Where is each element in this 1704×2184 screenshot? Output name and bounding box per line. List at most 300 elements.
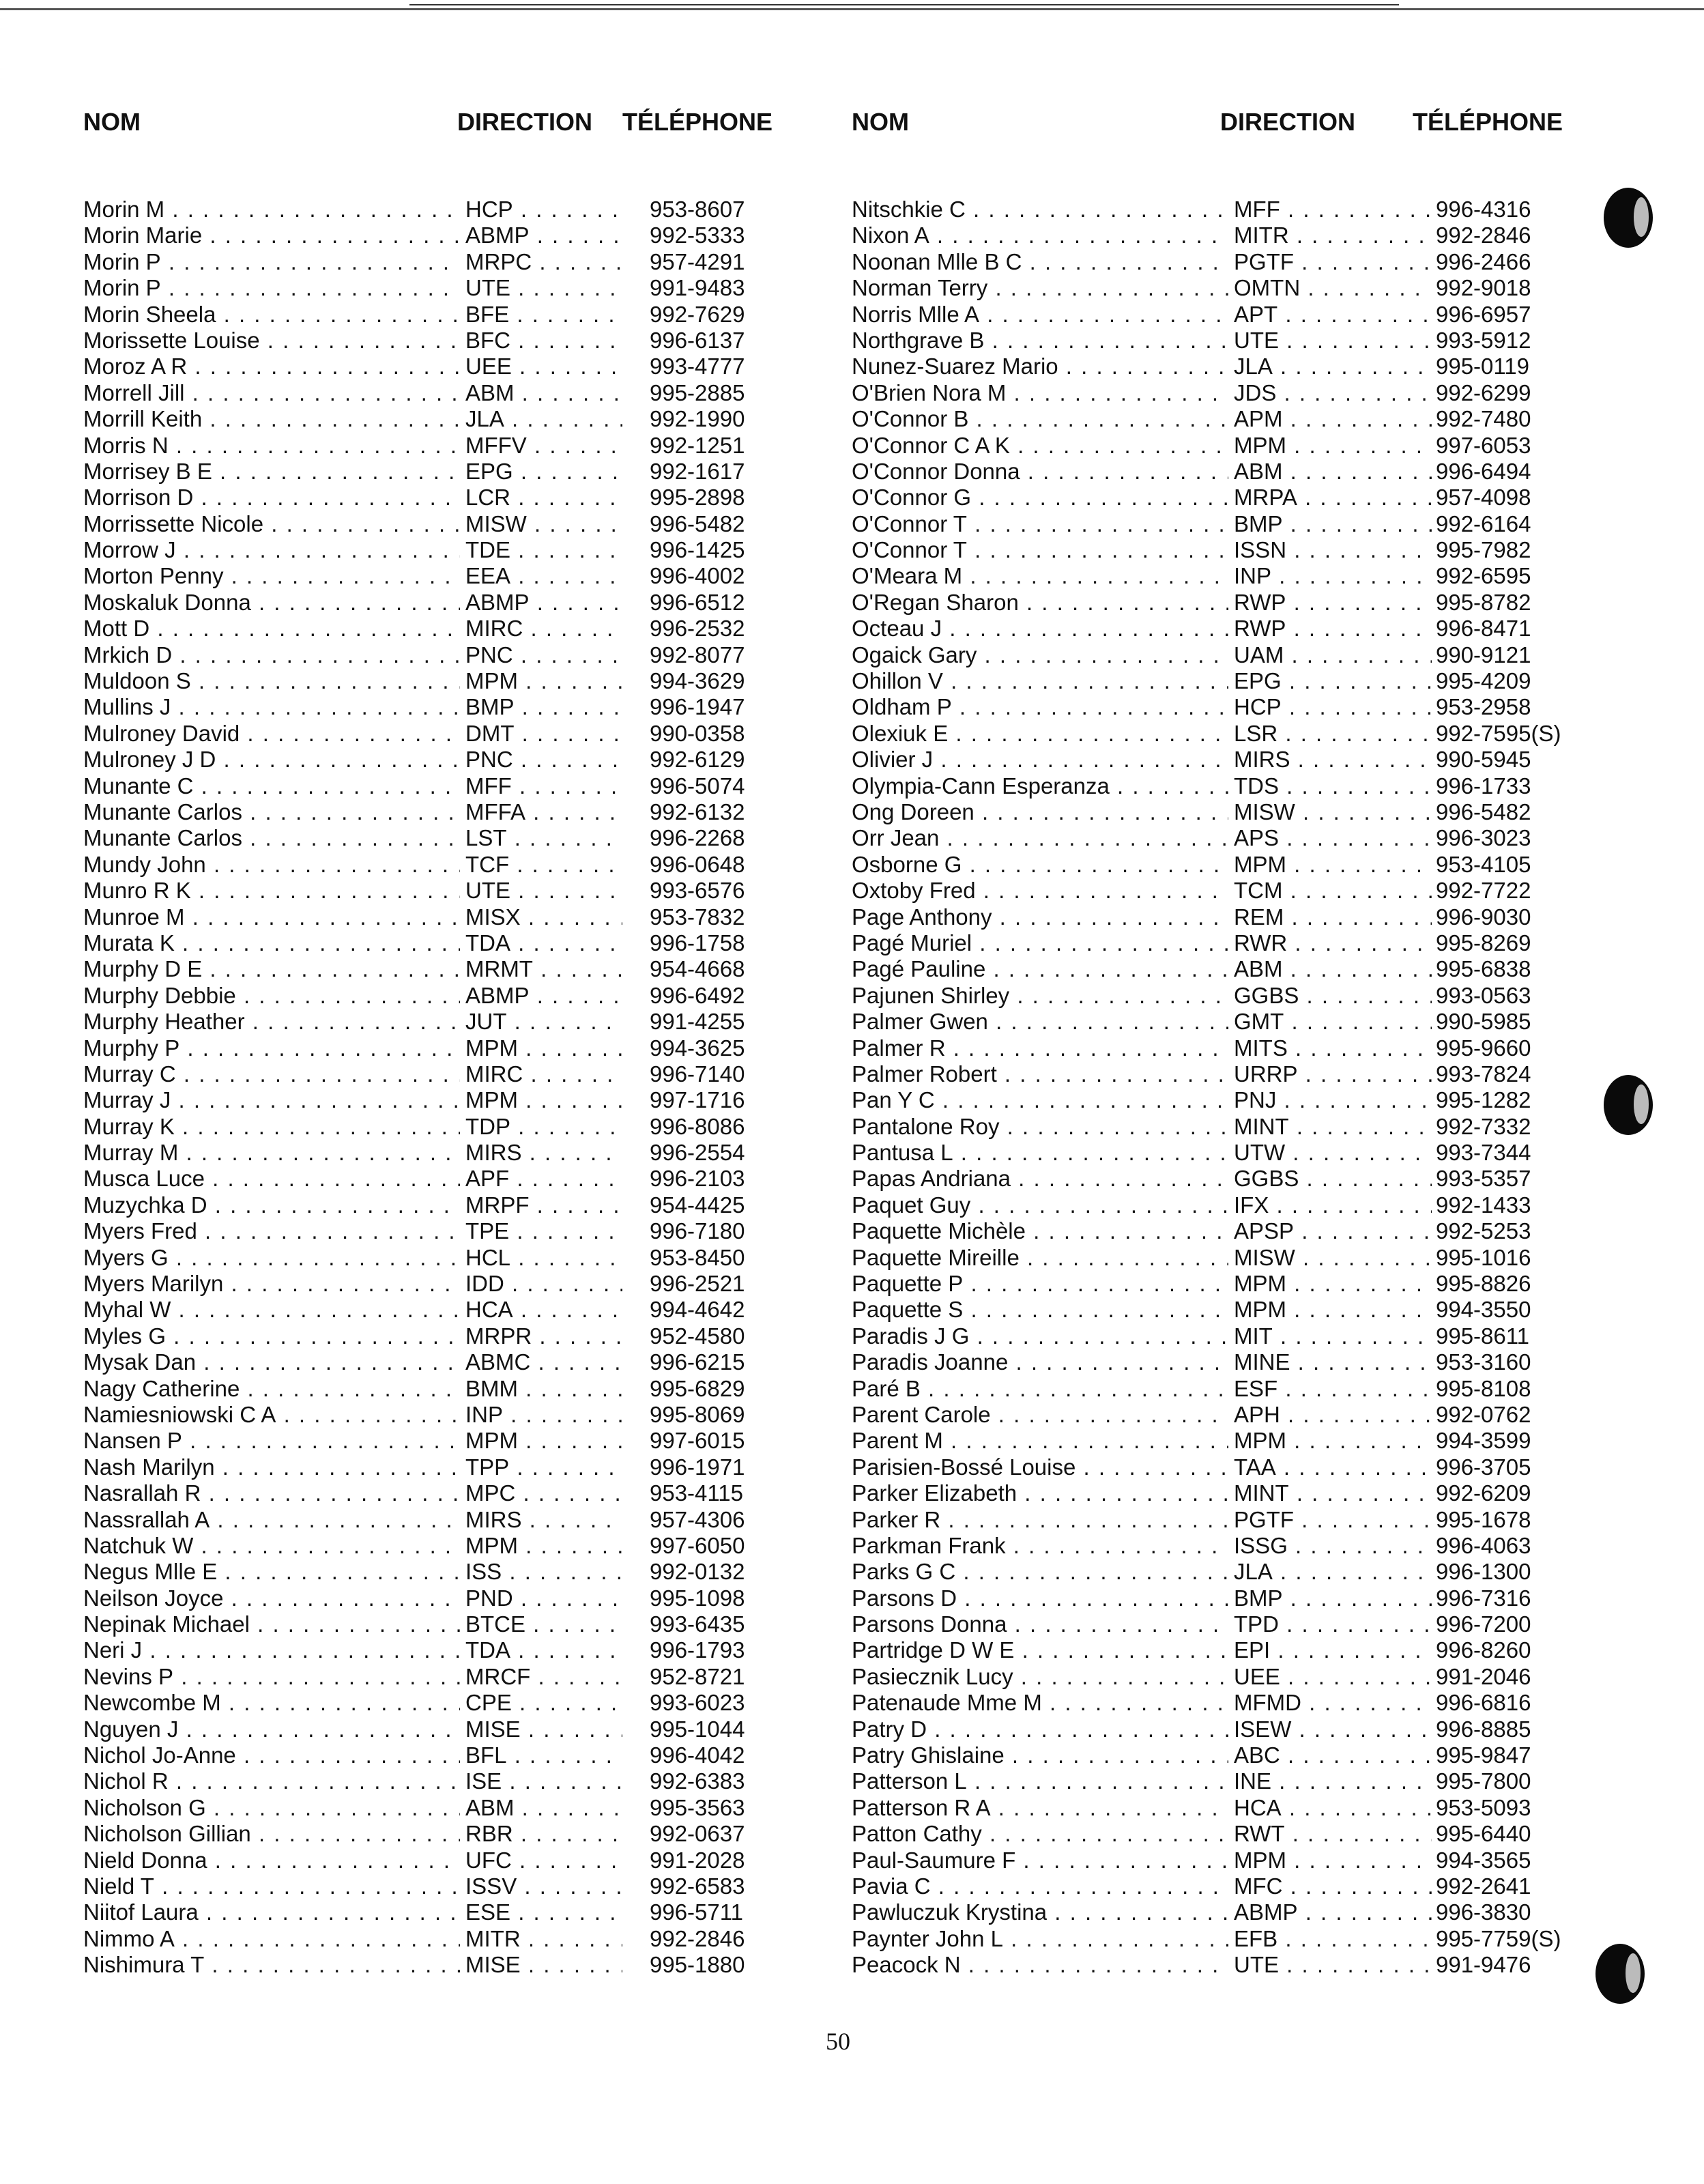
left-column xyxy=(83,101,854,1978)
entry-direction: MITS . . . xyxy=(1234,1035,1432,1061)
entry-direction: REM . . . xyxy=(1234,904,1432,930)
list-item xyxy=(83,302,854,328)
entry-name: Osborne G . . . xyxy=(852,852,1228,878)
list-item xyxy=(83,1795,854,1821)
entry-telephone: 991-4255 xyxy=(650,1009,745,1035)
entry-name: Niitof Laura . . . xyxy=(83,1899,460,1925)
entry-telephone: 996-6494 xyxy=(1436,458,1531,484)
list-item xyxy=(852,433,1623,459)
entry-telephone: 997-6053 xyxy=(1436,432,1531,458)
entry-direction: UTE . . . xyxy=(465,878,622,904)
entry-name: O'Regan Sharon . . . xyxy=(852,590,1228,616)
entry-telephone: 995-1016 xyxy=(1436,1244,1531,1270)
entry-direction: LCR . . . xyxy=(465,485,622,511)
entry-telephone: 995-7759(S) xyxy=(1436,1925,1561,1951)
entry-name: Nepinak Michael . . . xyxy=(83,1611,460,1637)
entry-direction: PGTF . . . xyxy=(1234,249,1432,275)
entry-telephone: 991-2046 xyxy=(1436,1663,1531,1689)
entry-direction: ABM . . . xyxy=(465,380,622,406)
entry-telephone: 995-8269 xyxy=(1436,930,1531,956)
entry-direction: BFE . . . xyxy=(465,302,622,328)
entry-telephone: 992-7722 xyxy=(1436,878,1531,904)
entry-direction: MRPC . . . xyxy=(465,249,622,275)
list-item xyxy=(852,1035,1623,1061)
entry-direction: APH . . . xyxy=(1234,1402,1432,1428)
entry-telephone: 991-2028 xyxy=(650,1847,745,1873)
entry-name: Nunez-Suarez Mario . . . xyxy=(852,354,1228,379)
list-item xyxy=(83,1349,854,1375)
entry-telephone: 995-9847 xyxy=(1436,1742,1531,1768)
entry-name: Negus Mlle E . . . xyxy=(83,1559,460,1585)
list-item xyxy=(83,459,854,485)
entry-name: Murray K . . . xyxy=(83,1114,460,1140)
list-item xyxy=(852,328,1623,354)
entry-direction: BFL . . . xyxy=(465,1742,622,1768)
list-item xyxy=(852,1559,1623,1585)
list-item xyxy=(83,825,854,851)
entry-telephone: 992-2846 xyxy=(650,1925,745,1951)
entry-direction: MISW . . . xyxy=(465,511,622,537)
entry-direction: EFB . . . xyxy=(1234,1926,1432,1952)
entry-name: Parks G C . . . xyxy=(852,1559,1228,1585)
entry-name: Nichol R . . . xyxy=(83,1768,460,1794)
entry-telephone: 996-1758 xyxy=(650,930,745,956)
entry-direction: MPM . . . xyxy=(465,1035,622,1061)
entry-telephone: 990-5985 xyxy=(1436,1009,1531,1035)
entry-direction: MPM . . . xyxy=(1234,852,1432,878)
entry-telephone: 991-9483 xyxy=(650,275,745,301)
entry-telephone: 996-9030 xyxy=(1436,904,1531,930)
entry-direction: APM . . . xyxy=(1234,406,1432,432)
list-item xyxy=(83,1009,854,1035)
list-item xyxy=(852,1795,1623,1821)
entry-telephone: 952-4580 xyxy=(650,1323,745,1349)
right-entry-list xyxy=(852,197,1623,1979)
entry-direction: TDE . . . xyxy=(465,537,622,563)
entry-telephone: 992-6132 xyxy=(650,799,745,824)
entry-direction: MPC . . . xyxy=(465,1480,622,1506)
entry-name: Ohillon V . . . xyxy=(852,668,1228,694)
entry-telephone: 992-0637 xyxy=(650,1821,745,1847)
entry-direction: MRPA . . . xyxy=(1234,485,1432,511)
entry-name: O'Connor G . . . xyxy=(852,485,1228,511)
entry-direction: APS . . . xyxy=(1234,825,1432,851)
entry-direction: MRCF . . . xyxy=(465,1664,622,1690)
entry-telephone: 996-6215 xyxy=(650,1349,745,1375)
entry-name: Paquette Michèle . . . xyxy=(852,1218,1228,1244)
list-item xyxy=(852,1899,1623,1925)
entry-name: Partridge D W E . . . xyxy=(852,1637,1228,1663)
list-item xyxy=(852,275,1623,301)
entry-name: Pantalone Roy . . . xyxy=(852,1114,1228,1140)
entry-direction: MFF . . . xyxy=(465,773,622,799)
entry-direction: UTE . . . xyxy=(465,275,622,301)
entry-direction: JDS . . . xyxy=(1234,380,1432,406)
entry-direction: MPM . . . xyxy=(1234,1297,1432,1323)
entry-telephone: 994-3599 xyxy=(1436,1428,1531,1454)
list-item xyxy=(83,590,854,616)
list-item xyxy=(852,1428,1623,1454)
top-edge-line xyxy=(0,8,1704,10)
list-item xyxy=(83,380,854,406)
entry-telephone: 992-6595 xyxy=(1436,563,1531,589)
list-item xyxy=(83,1507,854,1533)
list-item xyxy=(852,1585,1623,1611)
header-telephone: TÉLÉPHONE xyxy=(1413,108,1563,136)
entry-direction: TCM . . . xyxy=(1234,878,1432,904)
entry-telephone: 995-1678 xyxy=(1436,1506,1531,1532)
entry-telephone: 990-0358 xyxy=(650,720,745,746)
entry-telephone: 996-1300 xyxy=(1436,1559,1531,1585)
entry-name: Munante C . . . xyxy=(83,773,460,799)
entry-name: Mulroney David . . . xyxy=(83,721,460,747)
entry-direction: MPM . . . xyxy=(465,1087,622,1113)
entry-telephone: 995-1282 xyxy=(1436,1087,1531,1113)
entry-telephone: 996-0648 xyxy=(650,851,745,877)
punch-hole-icon xyxy=(1595,1944,1645,2004)
list-item xyxy=(852,1742,1623,1768)
list-item xyxy=(852,222,1623,248)
list-item xyxy=(852,485,1623,511)
entry-name: Moroz A R . . . xyxy=(83,354,460,379)
entry-telephone: 996-1947 xyxy=(650,694,745,720)
entry-direction: ABM . . . xyxy=(1234,956,1432,982)
entry-name: O'Brien Nora M . . . xyxy=(852,380,1228,406)
entry-name: Morissette Louise . . . xyxy=(83,328,460,354)
entry-name: Paradis J G . . . xyxy=(852,1323,1228,1349)
entry-direction: BMM . . . xyxy=(465,1376,622,1402)
entry-direction: MFMD . . . xyxy=(1234,1690,1432,1716)
entry-direction: EEA . . . xyxy=(465,563,622,589)
entry-direction: RWT . . . xyxy=(1234,1821,1432,1847)
entry-telephone: 953-3160 xyxy=(1436,1349,1531,1375)
entry-name: Paul-Saumure F . . . xyxy=(852,1848,1228,1873)
entry-telephone: 996-2532 xyxy=(650,616,745,642)
list-item xyxy=(83,1297,854,1323)
entry-telephone: 996-6512 xyxy=(650,589,745,615)
entry-telephone: 996-6137 xyxy=(650,327,745,353)
list-item xyxy=(852,197,1623,222)
entry-direction: INP . . . xyxy=(1234,563,1432,589)
entry-direction: ABMP . . . xyxy=(1234,1899,1432,1925)
list-item xyxy=(852,1454,1623,1480)
list-item xyxy=(852,1507,1623,1533)
entry-telephone: 995-3563 xyxy=(650,1794,745,1820)
left-entry-list xyxy=(83,197,854,1979)
list-item xyxy=(852,590,1623,616)
entry-name: Page Anthony . . . xyxy=(852,904,1228,930)
list-item xyxy=(852,1873,1623,1899)
entry-name: Mundy John . . . xyxy=(83,852,460,878)
entry-name: Patterson L . . . xyxy=(852,1768,1228,1794)
entry-direction: ISEW . . . xyxy=(1234,1716,1432,1742)
list-item xyxy=(83,1742,854,1768)
entry-telephone: 995-8826 xyxy=(1436,1271,1531,1297)
entry-telephone: 995-8782 xyxy=(1436,589,1531,615)
entry-direction: UTE . . . xyxy=(1234,328,1432,354)
entry-name: Patterson R A . . . xyxy=(852,1795,1228,1821)
list-item xyxy=(852,1376,1623,1402)
list-item xyxy=(852,1952,1623,1978)
entry-telephone: 995-8108 xyxy=(1436,1375,1531,1401)
entry-telephone: 992-7480 xyxy=(1436,406,1531,432)
list-item xyxy=(852,694,1623,720)
list-item xyxy=(83,1533,854,1559)
entry-telephone: 992-9018 xyxy=(1436,275,1531,301)
list-item xyxy=(83,1035,854,1061)
entry-telephone: 994-3550 xyxy=(1436,1297,1531,1323)
entry-telephone: 993-4777 xyxy=(650,354,745,379)
entry-name: Murata K . . . xyxy=(83,930,460,956)
entry-telephone: 996-2103 xyxy=(650,1166,745,1192)
list-item xyxy=(852,956,1623,982)
entry-direction: MITR . . . xyxy=(465,1926,622,1952)
list-item xyxy=(83,1114,854,1140)
entry-direction: JLA . . . xyxy=(1234,354,1432,379)
punch-hole-icon xyxy=(1604,1075,1653,1135)
list-item xyxy=(83,1192,854,1218)
list-item xyxy=(852,563,1623,589)
entry-name: Nicholson Gillian . . . xyxy=(83,1821,460,1847)
entry-name: Muldoon S . . . xyxy=(83,668,460,694)
entry-telephone: 996-7180 xyxy=(650,1218,745,1244)
entry-name: Nield T . . . xyxy=(83,1873,460,1899)
list-item xyxy=(852,983,1623,1009)
entry-direction: HCP . . . xyxy=(1234,694,1432,720)
entry-telephone: 990-9121 xyxy=(1436,642,1531,667)
entry-telephone: 957-4291 xyxy=(650,248,745,274)
entry-name: Paynter John L . . . xyxy=(852,1926,1228,1952)
list-item xyxy=(83,1821,854,1847)
list-item xyxy=(852,852,1623,878)
entry-direction: MPM . . . xyxy=(1234,1271,1432,1297)
entry-name: Mott D . . . xyxy=(83,616,460,642)
entry-telephone: 995-7800 xyxy=(1436,1768,1531,1794)
entry-name: Morin Sheela . . . xyxy=(83,302,460,328)
list-item xyxy=(83,1454,854,1480)
list-item xyxy=(852,1821,1623,1847)
entry-telephone: 992-6129 xyxy=(650,747,745,773)
entry-direction: PNC . . . xyxy=(465,642,622,668)
entry-telephone: 996-1971 xyxy=(650,1454,745,1480)
entry-name: Neri J . . . xyxy=(83,1637,460,1663)
entry-telephone: 993-5357 xyxy=(1436,1166,1531,1192)
entry-telephone: 954-4668 xyxy=(650,956,745,982)
entry-telephone: 992-6383 xyxy=(650,1768,745,1794)
entry-telephone: 992-7595(S) xyxy=(1436,720,1561,746)
entry-direction: URRP . . . xyxy=(1234,1061,1432,1087)
entry-telephone: 993-7824 xyxy=(1436,1061,1531,1087)
entry-direction: JLA . . . xyxy=(1234,1559,1432,1585)
entry-name: Pantusa L . . . xyxy=(852,1140,1228,1166)
entry-telephone: 995-6440 xyxy=(1436,1821,1531,1847)
entry-telephone: 996-8471 xyxy=(1436,616,1531,642)
entry-name: Mulroney J D . . . xyxy=(83,747,460,773)
list-item xyxy=(852,642,1623,668)
entry-telephone: 992-1251 xyxy=(650,432,745,458)
entry-telephone: 953-2958 xyxy=(1436,694,1531,720)
entry-telephone: 995-6829 xyxy=(650,1375,745,1401)
entry-name: Ogaick Gary . . . xyxy=(852,642,1228,668)
entry-telephone: 957-4306 xyxy=(650,1506,745,1532)
entry-direction: BFC . . . xyxy=(465,328,622,354)
entry-telephone: 996-4063 xyxy=(1436,1532,1531,1558)
entry-direction: JLA . . . xyxy=(465,406,622,432)
entry-direction: MFFV . . . xyxy=(465,433,622,459)
entry-direction: INE . . . xyxy=(1234,1768,1432,1794)
list-item xyxy=(83,222,854,248)
entry-name: Morin P . . . xyxy=(83,275,460,301)
list-item xyxy=(852,302,1623,328)
entry-direction: MITR . . . xyxy=(1234,222,1432,248)
list-item xyxy=(83,485,854,511)
entry-direction: MISW . . . xyxy=(1234,799,1432,825)
list-item xyxy=(83,1690,854,1716)
list-item xyxy=(83,1271,854,1297)
entry-name: Northgrave B . . . xyxy=(852,328,1228,354)
list-item xyxy=(83,537,854,563)
entry-name: Parker Elizabeth . . . xyxy=(852,1480,1228,1506)
entry-telephone: 994-3565 xyxy=(1436,1847,1531,1873)
list-item xyxy=(83,197,854,222)
entry-name: O'Connor C A K . . . xyxy=(852,433,1228,459)
list-item xyxy=(83,904,854,930)
entry-telephone: 995-9660 xyxy=(1436,1035,1531,1061)
entry-direction: HCA . . . xyxy=(1234,1795,1432,1821)
list-item xyxy=(852,930,1623,956)
entry-direction: EPG . . . xyxy=(465,459,622,485)
list-item xyxy=(83,328,854,354)
entry-name: Olexiuk E . . . xyxy=(852,721,1228,747)
list-item xyxy=(83,1926,854,1952)
list-item xyxy=(83,1428,854,1454)
entry-direction: MFFA . . . xyxy=(465,799,622,825)
list-item xyxy=(83,1323,854,1349)
entry-direction: APSP . . . xyxy=(1234,1218,1432,1244)
entry-direction: ISSG . . . xyxy=(1234,1533,1432,1559)
entry-telephone: 996-5074 xyxy=(650,773,745,799)
entry-name: Peacock N . . . xyxy=(852,1952,1228,1978)
list-item xyxy=(83,1952,854,1978)
entry-direction: TDA . . . xyxy=(465,1637,622,1663)
entry-name: Parsons D . . . xyxy=(852,1585,1228,1611)
entry-telephone: 992-7332 xyxy=(1436,1113,1531,1139)
entry-name: Oldham P . . . xyxy=(852,694,1228,720)
list-item xyxy=(852,721,1623,747)
entry-name: O'Connor T . . . xyxy=(852,537,1228,563)
entry-direction: HCA . . . xyxy=(465,1297,622,1323)
list-item xyxy=(852,1114,1623,1140)
entry-name: O'Connor T . . . xyxy=(852,511,1228,537)
list-item xyxy=(852,1245,1623,1271)
entry-direction: GMT . . . xyxy=(1234,1009,1432,1035)
entry-name: Morrow J . . . xyxy=(83,537,460,563)
entry-name: Noonan Mlle B C . . . xyxy=(852,249,1228,275)
list-item xyxy=(83,930,854,956)
list-item xyxy=(852,1664,1623,1690)
entry-telephone: 996-6957 xyxy=(1436,301,1531,327)
list-item xyxy=(83,1873,854,1899)
entry-direction: EPI . . . xyxy=(1234,1637,1432,1663)
entry-name: Morrissette Nicole . . . xyxy=(83,511,460,537)
entry-name: Nansen P . . . xyxy=(83,1428,460,1454)
entry-direction: ABMP . . . xyxy=(465,983,622,1009)
entry-name: Musca Luce . . . xyxy=(83,1166,460,1192)
entry-telephone: 953-8607 xyxy=(650,197,745,222)
list-item xyxy=(852,354,1623,379)
entry-name: Nixon A . . . xyxy=(852,222,1228,248)
entry-direction: UAM . . . xyxy=(1234,642,1432,668)
list-item xyxy=(852,1637,1623,1663)
entry-telephone: 995-4209 xyxy=(1436,668,1531,694)
list-item xyxy=(852,1480,1623,1506)
entry-direction: ISSN . . . xyxy=(1234,537,1432,563)
list-item xyxy=(83,1848,854,1873)
entry-telephone: 992-6209 xyxy=(1436,1480,1531,1506)
entry-telephone: 996-1425 xyxy=(650,537,745,563)
entry-name: Morton Penny . . . xyxy=(83,563,460,589)
list-item xyxy=(852,537,1623,563)
entry-telephone: 953-8450 xyxy=(650,1244,745,1270)
entry-direction: TPE . . . xyxy=(465,1218,622,1244)
entry-direction: ESF . . . xyxy=(1234,1376,1432,1402)
entry-telephone: 995-2898 xyxy=(650,485,745,511)
list-item xyxy=(852,1061,1623,1087)
entry-telephone: 994-3625 xyxy=(650,1035,745,1061)
list-item xyxy=(83,354,854,379)
entry-telephone: 993-6435 xyxy=(650,1611,745,1637)
entry-telephone: 993-6023 xyxy=(650,1690,745,1716)
entry-direction: DMT . . . xyxy=(465,721,622,747)
entry-telephone: 991-9476 xyxy=(1436,1952,1531,1978)
entry-telephone: 996-2268 xyxy=(650,825,745,851)
list-item xyxy=(852,878,1623,904)
list-item xyxy=(852,1087,1623,1113)
list-item xyxy=(83,249,854,275)
list-item xyxy=(83,1061,854,1087)
entry-telephone: 953-4115 xyxy=(650,1480,744,1506)
entry-direction: MFC . . . xyxy=(1234,1873,1432,1899)
entry-name: Nevins P . . . xyxy=(83,1664,460,1690)
list-item xyxy=(83,1716,854,1742)
entry-name: Myles G . . . xyxy=(83,1323,460,1349)
entry-direction: TDA . . . xyxy=(465,930,622,956)
entry-telephone: 996-8885 xyxy=(1436,1716,1531,1742)
entry-direction: ISSV . . . xyxy=(465,1873,622,1899)
entry-telephone: 992-5253 xyxy=(1436,1218,1531,1244)
entry-direction: MIRS . . . xyxy=(1234,747,1432,773)
entry-name: Nash Marilyn . . . xyxy=(83,1454,460,1480)
list-item xyxy=(83,983,854,1009)
entry-telephone: 953-5093 xyxy=(1436,1794,1531,1820)
entry-direction: MISE . . . xyxy=(465,1952,622,1978)
entry-telephone: 992-2846 xyxy=(1436,222,1531,248)
right-column xyxy=(852,101,1623,1978)
list-item xyxy=(852,1166,1623,1192)
entry-direction: MFF . . . xyxy=(1234,197,1432,222)
entry-telephone: 992-1433 xyxy=(1436,1192,1531,1218)
entry-name: Paré B . . . xyxy=(852,1376,1228,1402)
entry-direction: EPG . . . xyxy=(1234,668,1432,694)
list-item xyxy=(83,511,854,537)
entry-name: Murphy Debbie . . . xyxy=(83,983,460,1009)
list-item xyxy=(83,406,854,432)
list-item xyxy=(852,1533,1623,1559)
entry-name: O'Connor B . . . xyxy=(852,406,1228,432)
entry-telephone: 992-6583 xyxy=(650,1873,745,1899)
entry-direction: GGBS . . . xyxy=(1234,983,1432,1009)
entry-name: Olivier J . . . xyxy=(852,747,1228,773)
